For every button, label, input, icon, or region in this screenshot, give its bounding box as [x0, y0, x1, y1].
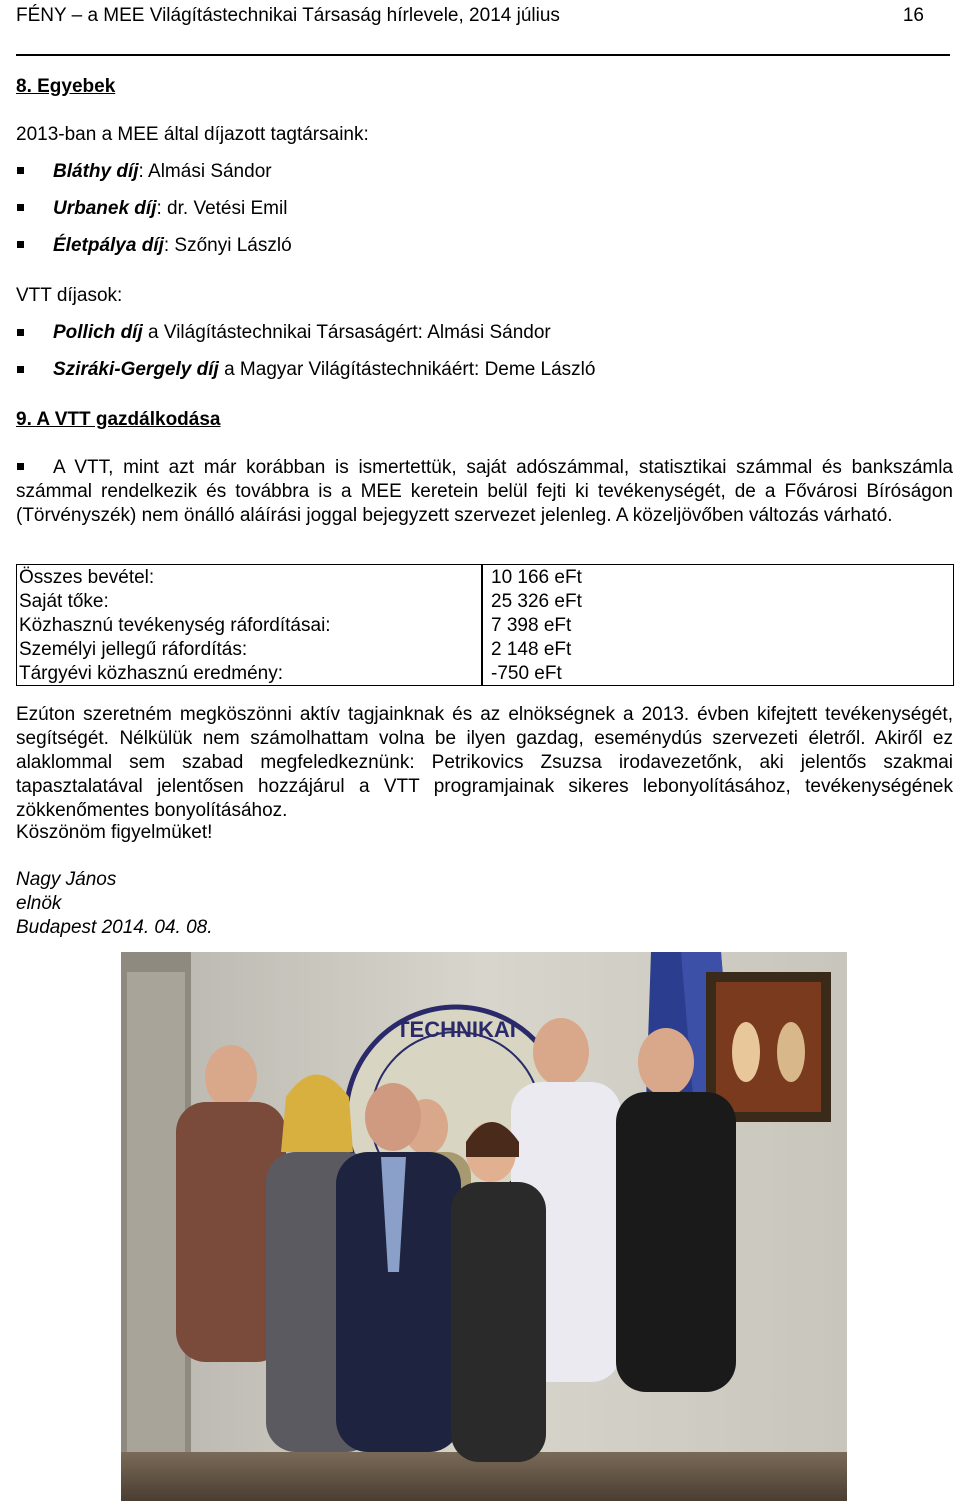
signature-place-date: Budapest 2014. 04. 08. [16, 917, 213, 938]
table-row: Összes bevétel: 10 166 eFt [19, 567, 582, 588]
award-blathy: Bláthy díj: Almási Sándor [53, 161, 272, 182]
finances-table [16, 564, 954, 686]
vtt-awards-intro: VTT díjasok: [16, 285, 123, 306]
signature-role: elnök [16, 893, 62, 914]
table-row: Saját tőke: 25 326 eFt [19, 591, 582, 612]
bullet-icon [17, 329, 24, 336]
award-pollich: Pollich díj a Világítástechnikai Társaságért: Almási Sándor [53, 322, 551, 343]
bullet-icon [17, 167, 24, 174]
section-8-heading: 8. Egyebek [16, 76, 116, 97]
closing-line: Köszönöm figyelmüket! [16, 822, 213, 843]
award-urbanek: Urbanek díj: dr. Vetési Emil [53, 198, 288, 219]
page-number: 16 [902, 5, 924, 26]
table-row: Közhasznú tevékenység ráfordításai: 7 398 eFt [19, 615, 572, 636]
table-row: Tárgyévi közhasznú eredmény: -750 eFt [19, 663, 562, 684]
signature-name: Nagy János [16, 869, 117, 890]
section-8-intro: 2013-ban a MEE által díjazott tagtársaink: [16, 124, 369, 145]
award-sziraki-gergely: Sziráki-Gergely díj a Magyar Világítástechnikáért: Deme László [53, 359, 596, 380]
seal-text: TECHNIKAI [396, 1017, 516, 1042]
section-9-heading: 9. A VTT gazdálkodása [16, 409, 221, 430]
bullet-icon [17, 366, 24, 373]
table-row: Személyi jellegű ráfordítás: 2 148 eFt [19, 639, 572, 660]
bullet-icon [17, 241, 24, 248]
award-eletpalya: Életpálya díj: Szőnyi László [53, 235, 292, 256]
page-header [16, 2, 950, 56]
group-photo [121, 952, 847, 1501]
vtt-status-paragraph: A VTT, mint azt már korábban is ismertettük, saját adószámmal, statisztikai számmal és bankszámla számmal rendelkezik és továbbra is a MEE keretein belül fejti ki tevékenységét, de a Fővárosi Bíróságon (Törvényszék) nem önálló aláírási joggal bejegyzett szervezet jelenleg. A közeljövőben változás várható. [16, 457, 953, 526]
bullet-icon [17, 204, 24, 211]
newsletter-title: FÉNY – a MEE Világítástechnikai Társaság hírlevele, 2014 július [16, 5, 560, 26]
thanks-paragraph: Ezúton szeretném megköszönni aktív tagjainknak és az elnökségnek a 2013. évben kifejtett tevékenységét, segítségét. Nélkülük nem számolhattam volna be ilyen gazdag, eseménydús szervezeti életről. Akiről ez alaklommal sem szabad megfeledkeznünk: Petrikovics Zsuzsa irodavezetőnk, aki jelentős szakmai tapasztalatával jelentősen hozzájárul a VTT programjainak sikeres lebonyolításához, tevékenységének zökkenőmentes bonyolításához. [16, 704, 953, 821]
